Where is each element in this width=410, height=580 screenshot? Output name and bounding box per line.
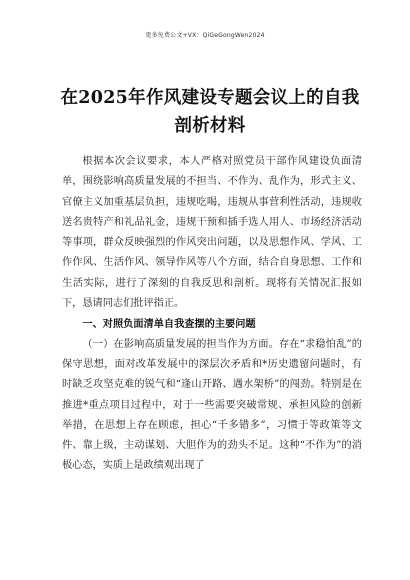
intro-paragraph: 根据本次会议要求，本人严格对照党员干部作风建设负面清单，围绕影响高质量发展的不担当、不作为、乱作为，形式主义、官僚主义加重基层负担，违规吃喝，违规从事营利性活动，违规收送名贵特产和礼品礼金，违规干预和插手选人用人、市场经济活动等事项，群众反映强烈的作风突出问题，以及思想作风、学风、工作作风、生活作风、领导作风等八个方面，结合自身思想、工作和生活实际，进行了深刻的自我反思和剖析。现将有关情况汇报如下，恳请同志们批评指正。	[62, 156, 362, 310]
title-line-1: 在2025年作风建设专题会议上的自我	[60, 88, 360, 108]
header-note: 更多免费公文+VX：QiGeGongWen2024	[145, 32, 265, 39]
document-body	[62, 152, 362, 477]
section-heading: 一、对照负面清单自我查摆的主要问题	[82, 318, 256, 331]
subsection-paragraph: （一）在影响高质量发展的担当作为方面。存在“求稳怕乱”的保守思想，面对改革发展中的深层次矛盾和*历史遗留问题时，有时缺乏攻坚克难的锐气和“逢山开路、遇水架桥”的闯劲。特别是在推进*重点项目过程中，对于一些需要突破常规、承担风险的创新举措，在思想上存在顾虑，担心“千多错多”，习惯于等政策等文件、靠上级，主动谋划、大胆作为的劲头不足。这种“不作为”的消极心态，实质上是政绩观出现了	[62, 338, 362, 472]
document-title	[40, 84, 380, 140]
title-line-2: 剖析材料	[174, 116, 246, 136]
